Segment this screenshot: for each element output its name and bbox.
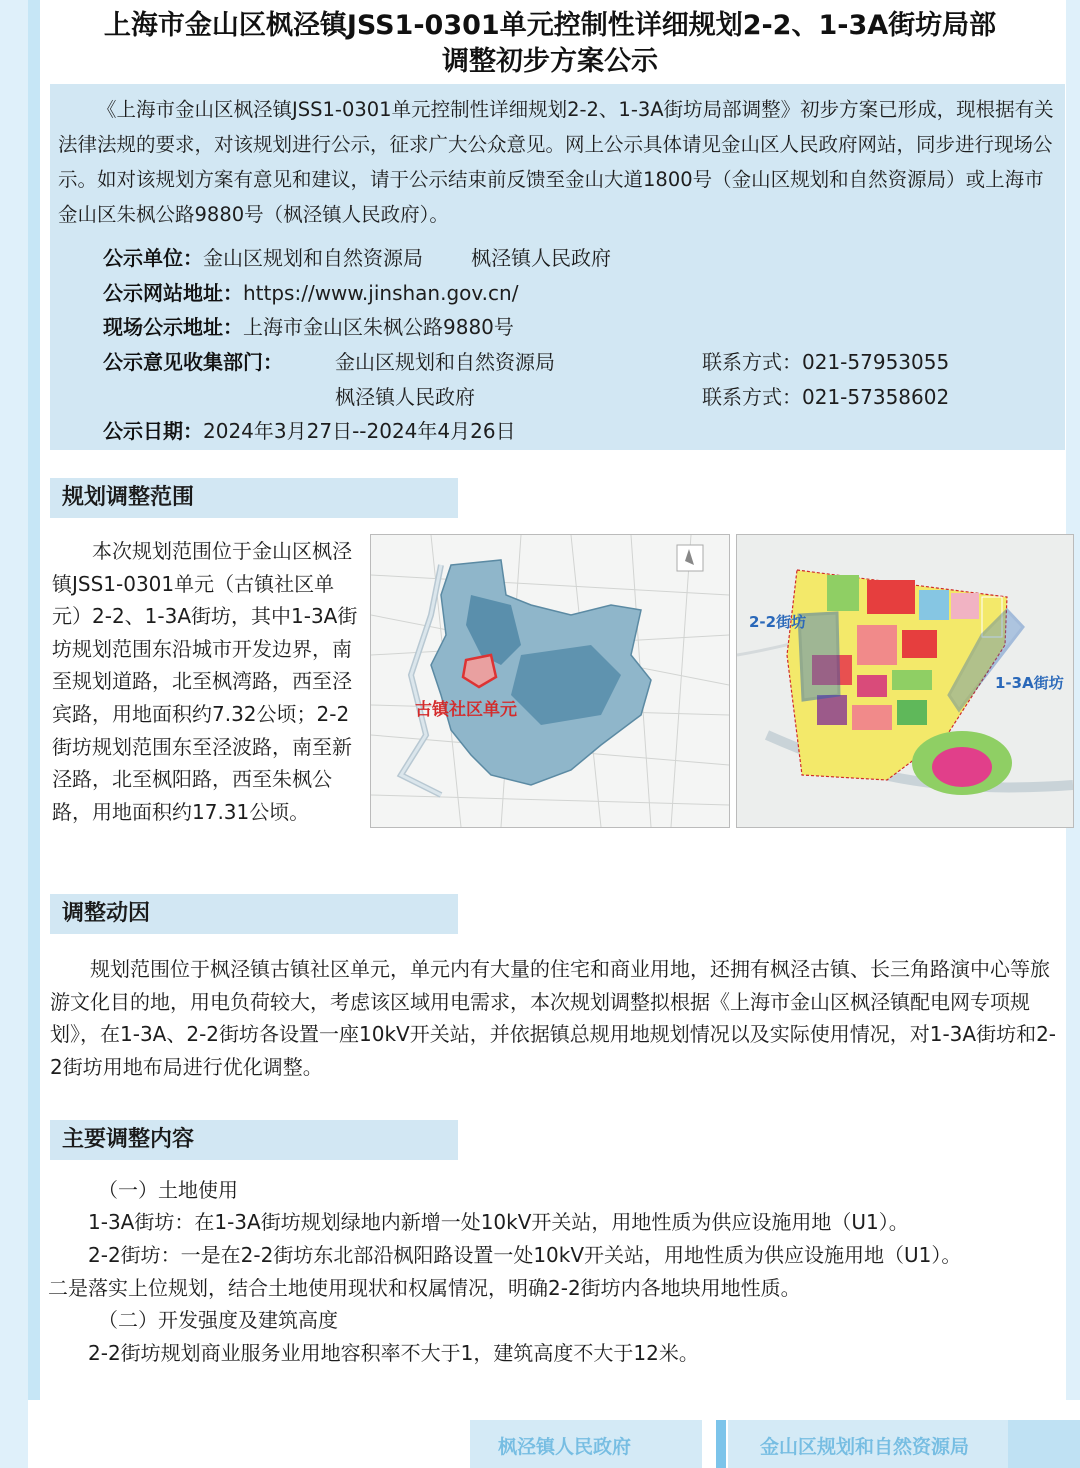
info-dept <box>103 347 283 377</box>
info-site <box>103 312 514 342</box>
info-date <box>103 416 516 446</box>
content-line-6: 2-2街坊规划商业服务业用地容积率不大于1，建筑高度不大于12米。 <box>88 1341 699 1365</box>
site-label: 现场公示地址： <box>103 315 243 339</box>
footer-left-bar <box>0 1400 28 1468</box>
site-value: 上海市金山区朱枫公路9880号 <box>243 315 514 339</box>
location-map-graphic <box>371 535 729 827</box>
content-line-2: 1-3A街坊：在1-3A街坊规划绿地内新增一处10kV开关站，用地性质为供应设施用地（U1）。 <box>88 1210 909 1234</box>
footer-divider <box>716 1420 726 1468</box>
footer-right-text: 金山区规划和自然资源局 <box>760 1436 970 1458</box>
footer-strip-3 <box>1008 1420 1080 1468</box>
land-use-map-graphic <box>737 535 1073 827</box>
title-line-1: 上海市金山区枫泾镇JSS1-0301单元控制性详细规划2-2、1-3A街坊局部 <box>103 10 997 41</box>
location-map <box>370 534 730 828</box>
website-link[interactable]: https://www.jinshan.gov.cn/ <box>243 281 519 305</box>
section-header-reason: 调整动因 <box>50 894 458 934</box>
website-label: 公示网站地址： <box>103 281 243 305</box>
reason-text: 规划范围位于枫泾镇古镇社区单元，单元内有大量的住宅和商业用地，还拥有枫泾古镇、长三角路演中心等旅游文化目的地，用电负荷较大，考虑该区域用电需求，本次规划调整拟根据《上海市金山区枫泾镇配电网专项规划》，在1-3A、2-2街坊各设置一座10kV开关站，并依据镇总规用地规划情况以及实际使用情况，对1-3A街坊和2-2街坊用地布局进行优化调整。 <box>50 957 1057 1079</box>
content-line-1: （一）土地使用 <box>98 1178 238 1202</box>
location-map-label: 古镇社区单元 <box>415 700 517 720</box>
land-use-label-22: 2-2街坊 <box>749 613 807 631</box>
dept-label: 公示意见收集部门： <box>103 350 283 374</box>
notice-paragraph: 《上海市金山区枫泾镇JSS1-0301单元控制性详细规划2-2、1-3A街坊局部调整》初步方案已形成，现根据有关法律法规的要求，对该规划进行公示，征求广大公众意见。网上公示具体请见金山区人民政府网站，同步进行现场公示。如对该规划方案有意见和建议，请于公示结束前反馈至金山大道1800号（金山区规划和自然资源局）或上海市金山区朱枫公路9880号（枫泾镇人民政府）。 <box>58 98 1054 226</box>
unit-label: 公示单位： <box>103 246 203 270</box>
contact-1: 联系方式：021-57953055 <box>702 350 950 374</box>
land-use-label-13a: 1-3A街坊 <box>995 674 1064 692</box>
left-decor-bar <box>0 0 28 1400</box>
scope-text: 本次规划范围位于金山区枫泾镇JSS1-0301单元（古镇社区单元）2-2、1-3A街坊，其中1-3A街坊规划范围东沿城市开发边界，南至规划道路，北至枫湾路，西至泾宾路，用地面积约7.32公顷；2-2街坊规划范围东至泾波路，南至新泾路，北至枫阳路，西至朱枫公路，用地面积约17.31公顷。 <box>52 539 358 824</box>
title-line-2: 调整初步方案公示 <box>442 46 658 77</box>
content-line-4: 二是落实上位规划，结合土地使用现状和权属情况，明确2-2街坊内各地块用地性质。 <box>48 1276 801 1300</box>
page-title <box>40 8 1060 80</box>
date-label: 公示日期： <box>103 419 203 443</box>
date-value: 2024年3月27日--2024年4月26日 <box>203 419 516 443</box>
dept-2: 枫泾镇人民政府 <box>335 385 475 409</box>
info-unit <box>103 243 611 273</box>
land-use-map <box>736 534 1074 828</box>
footer-left-text: 枫泾镇人民政府 <box>498 1436 632 1458</box>
section-header-scope: 规划调整范围 <box>50 478 458 518</box>
unit-value-2: 枫泾镇人民政府 <box>471 246 611 270</box>
dept-1: 金山区规划和自然资源局 <box>335 350 555 374</box>
unit-value-1: 金山区规划和自然资源局 <box>203 246 423 270</box>
left-decor-bar-inner <box>28 0 40 1400</box>
content-line-5: （二）开发强度及建筑高度 <box>98 1308 338 1332</box>
content-line-3: 2-2街坊：一是在2-2街坊东北部沿枫阳路设置一处10kV开关站，用地性质为供应设施用地（U1）。 <box>88 1243 962 1267</box>
info-website <box>103 278 518 308</box>
section-header-content: 主要调整内容 <box>50 1120 458 1160</box>
contact-2: 联系方式：021-57358602 <box>702 385 950 409</box>
